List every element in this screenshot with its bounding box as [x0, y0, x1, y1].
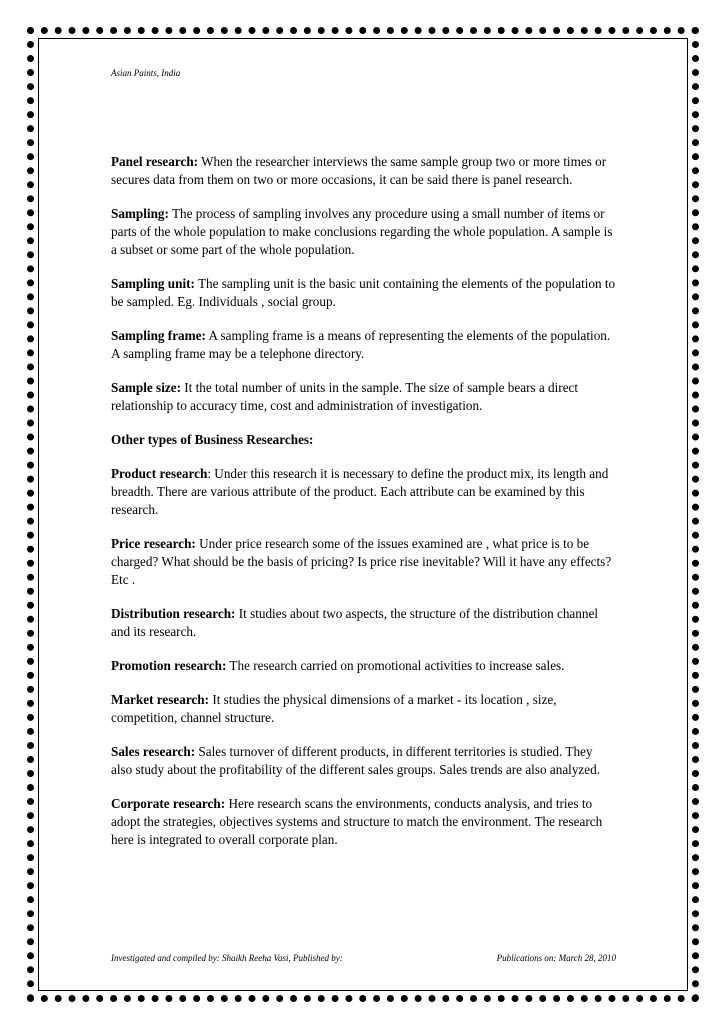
- term-label: Sampling:: [111, 206, 169, 221]
- page-footer: [111, 953, 616, 963]
- term-label: Panel research:: [111, 154, 199, 169]
- term-description: Sales turnover of different products, in different territories is studied. They also study about the profitability of the different sales groups. Sales trends are also analyzed.: [111, 744, 601, 777]
- term-label: Distribution research:: [111, 606, 236, 621]
- paragraph-market-research: [111, 691, 616, 727]
- term-description: It studies the physical dimensions of a market - its location , size, competition, channel structure.: [111, 692, 557, 725]
- term-label: Sampling unit:: [111, 276, 195, 291]
- term-label: Sample size:: [111, 380, 181, 395]
- paragraph-price-research: [111, 535, 616, 589]
- paragraph-sampling-frame: [111, 327, 616, 363]
- term-description: The sampling unit is the basic unit containing the elements of the population to be sampled. Eg. Individuals , social group.: [111, 276, 616, 309]
- footer-credits: Investigated and compiled by: Shaikh Reeha Vasi, Published by:: [111, 953, 343, 963]
- paragraph-panel-research: [111, 153, 616, 189]
- term-label: Sales research:: [111, 744, 196, 759]
- term-description: : Under this research it is necessary to define the product mix, its length and breadth. There are various attribute of the product. Each attribute can be examined by this research.: [111, 466, 609, 517]
- page-header: Asian Paints, India: [111, 68, 181, 78]
- term-label: Price research:: [111, 536, 196, 551]
- term-description: It the total number of units in the sample. The size of sample bears a direct relationship to accuracy time, cost and administration of investigation.: [111, 380, 579, 413]
- term-description: The process of sampling involves any procedure using a small number of items or parts of the whole population to make conclusions regarding the whole population. A sample is a subset or some part of the whole population.: [111, 206, 613, 257]
- paragraph-sampling-unit: [111, 275, 616, 311]
- paragraph-sample-size: [111, 379, 616, 415]
- term-label: Corporate research:: [111, 796, 226, 811]
- section-heading: Other types of Business Researches:: [111, 432, 314, 447]
- term-description: Under price research some of the issues examined are , what price is to be charged? What should be the basis of pricing? Is price rise inevitable? Will it have any effects? Etc .: [111, 536, 612, 587]
- term-label: Sampling frame:: [111, 328, 206, 343]
- term-description: The research carried on promotional activities to increase sales.: [226, 658, 565, 673]
- section-heading-other-types: [111, 431, 616, 449]
- term-description: Here research scans the environments, conducts analysis, and tries to adopt the strategies, objectives systems and structure to match the environment. The research here is integrated to overall corporate plan.: [111, 796, 603, 847]
- term-description: A sampling frame is a means of representing the elements of the population. A sampling frame may be a telephone directory.: [111, 328, 611, 361]
- document-body: [111, 153, 616, 865]
- paragraph-sales-research: [111, 743, 616, 779]
- paragraph-sampling: [111, 205, 616, 259]
- term-label: Promotion research:: [111, 658, 227, 673]
- paragraph-promotion-research: [111, 657, 616, 675]
- footer-publication-date: Publications on: March 28, 2010: [496, 953, 616, 963]
- term-label: Product research: [111, 466, 208, 481]
- paragraph-corporate-research: [111, 795, 616, 849]
- paragraph-product-research: [111, 465, 616, 519]
- paragraph-distribution-research: [111, 605, 616, 641]
- term-label: Market research:: [111, 692, 210, 707]
- term-description: When the researcher interviews the same sample group two or more times or secures data from them on two or more occasions, it can be said there is panel research.: [111, 154, 607, 187]
- term-description: It studies about two aspects, the structure of the distribution channel and its research.: [111, 606, 598, 639]
